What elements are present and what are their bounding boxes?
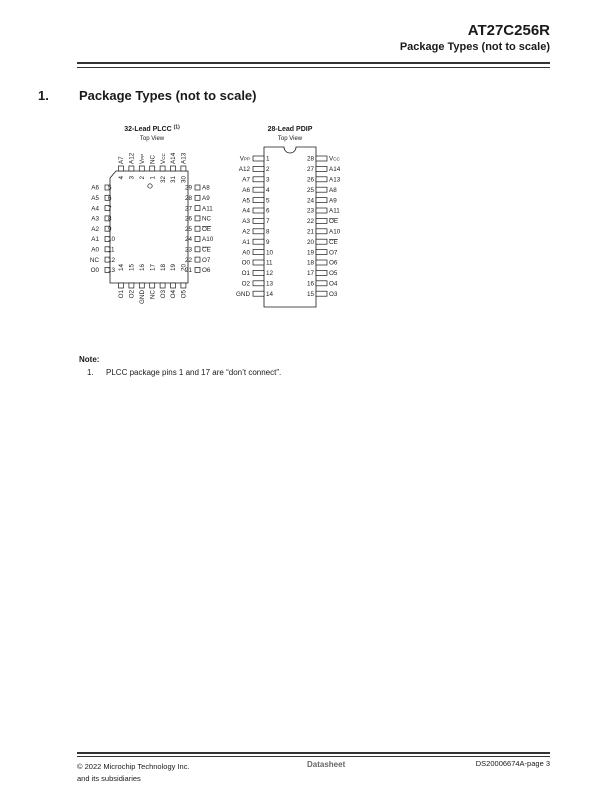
plcc-diagram <box>90 125 214 305</box>
pdip-pin-17-number: 17 <box>306 270 314 278</box>
document-subtitle: Package Types (not to scale) <box>399 41 550 53</box>
plcc-pin-19 <box>171 283 176 288</box>
plcc-title-text: 32-Lead PLCC <box>124 126 172 133</box>
plcc-pin-26-number: 26 <box>184 215 192 223</box>
plcc-pin-13-name: O0 <box>90 267 99 275</box>
plcc-pin-5-number: 5 <box>108 184 112 192</box>
pdip-pin-11-name: O0 <box>241 259 250 267</box>
plcc-pin-7-number: 7 <box>108 205 112 213</box>
plcc-pin-2-name: VPP <box>139 153 146 164</box>
pdip-pin-15 <box>316 291 327 296</box>
plcc-pin-19-number: 19 <box>170 263 178 271</box>
pdip-pin-10 <box>253 250 264 255</box>
pdip-pin-22-name: OE <box>329 218 339 226</box>
plcc-pin-1-name: NC <box>149 154 157 164</box>
plcc-pin-15-number: 15 <box>128 263 136 271</box>
pdip-pin-22-number: 22 <box>306 218 314 226</box>
pdip-pin-20 <box>316 239 327 244</box>
pdip-pin-16-number: 16 <box>306 280 314 288</box>
pdip-pin-25-number: 25 <box>306 186 314 194</box>
plcc-pin-16 <box>139 283 144 288</box>
pdip-pin-9 <box>253 239 264 244</box>
pdip-pin-28 <box>316 156 327 161</box>
plcc-pin-17-number: 17 <box>149 263 157 271</box>
plcc-pin-23-number: 23 <box>184 246 192 254</box>
pdip-pin-18-number: 18 <box>306 259 314 267</box>
pdip-pin-18 <box>316 260 327 265</box>
pdip-pin-8-name: A2 <box>242 228 250 236</box>
plcc-pin-27-name: A11 <box>202 205 213 213</box>
pdip-pin-1-number: 1 <box>266 155 270 163</box>
plcc-pin-8-name: A3 <box>91 215 99 223</box>
footer-rule-bottom <box>77 756 550 757</box>
footer-copyright <box>77 761 190 785</box>
pdip-pin-19-name: O7 <box>329 249 338 257</box>
plcc-pin-25-number: 25 <box>184 225 192 233</box>
plcc-pin-21-name: O6 <box>202 267 211 275</box>
plcc-pin-31-number: 31 <box>170 176 178 184</box>
plcc-pin-4-name: A7 <box>118 156 126 164</box>
plcc-view-label: Top View <box>139 136 165 142</box>
pdip-pin-4-name: A6 <box>242 186 250 194</box>
plcc-pin-3 <box>129 166 134 171</box>
pdip-pin-4-number: 4 <box>266 186 270 194</box>
plcc-pin-24-number: 24 <box>184 236 192 244</box>
pdip-pin-28-name: VCC <box>329 155 340 163</box>
plcc-pin-12-number: 12 <box>108 256 116 264</box>
plcc-pin-32-name: VCC <box>159 153 167 164</box>
pdip-pin-1 <box>253 156 264 161</box>
plcc-pin-8-number: 8 <box>108 215 112 223</box>
pdip-pin-6 <box>253 208 264 213</box>
pdip-pin-26 <box>316 177 327 182</box>
plcc-pin-11-name: A0 <box>91 246 99 254</box>
pdip-pin-16 <box>316 281 327 286</box>
plcc-pin-15 <box>129 283 134 288</box>
plcc-pin-22 <box>195 257 200 262</box>
pdip-pin-19 <box>316 250 327 255</box>
plcc-pin-3-number: 3 <box>128 176 136 180</box>
plcc-pin-6-number: 6 <box>108 195 112 202</box>
plcc-pin-24 <box>195 237 200 242</box>
plcc-pin-22-number: 22 <box>184 256 192 264</box>
plcc-pin-1 <box>150 166 155 171</box>
plcc-pin-19-name: O4 <box>170 290 178 299</box>
pdip-pin-9-name: A1 <box>242 238 250 246</box>
pdip-pin-1-name: VPP <box>239 155 250 163</box>
pdip-view-label: Top View <box>277 136 303 142</box>
plcc-pin-16-name: GND <box>139 290 146 304</box>
pdip-pin-5 <box>253 198 264 203</box>
pdip-pin-23 <box>316 208 327 213</box>
pdip-pin-2-name: A12 <box>238 166 250 174</box>
pdip-pin-25 <box>316 187 327 192</box>
pdip-diagram <box>236 126 341 307</box>
plcc-pin-3-name: A12 <box>128 152 136 164</box>
pdip-pin-21 <box>316 229 327 234</box>
plcc-pin-4-number: 4 <box>118 176 126 180</box>
plcc-pin-5-name: A6 <box>91 184 99 192</box>
plcc-pin-9-name: A2 <box>91 225 99 233</box>
pdip-pin-26-number: 26 <box>306 176 314 184</box>
plcc-pin-29 <box>195 185 200 190</box>
section-title: Package Types (not to scale) <box>79 88 257 103</box>
pdip-pin-3 <box>253 177 264 182</box>
plcc-pin-15-name: O2 <box>128 290 136 299</box>
pdip-pin-25-name: A8 <box>329 186 337 194</box>
plcc-pin-32-number: 32 <box>159 176 167 184</box>
pdip-pin-27 <box>316 166 327 171</box>
pdip-pin-24-name: A9 <box>329 197 337 205</box>
pdip-pin-24 <box>316 198 327 203</box>
pdip-pin-17-name: O5 <box>329 270 338 278</box>
pdip-pin-19-number: 19 <box>306 249 314 257</box>
footer-page-number: DS20006674A-page 3 <box>475 759 550 768</box>
plcc-pin-4 <box>119 166 124 171</box>
plcc-pin-22-name: O7 <box>202 256 211 264</box>
pdip-pin-3-number: 3 <box>266 176 270 184</box>
plcc-pin-25-name: OE <box>202 225 212 233</box>
plcc-pin-20-number: 20 <box>180 263 188 271</box>
plcc-pin-17 <box>150 283 155 288</box>
pdip-pin-14-name: GND <box>236 290 250 298</box>
pdip-pin-12-name: O1 <box>241 270 250 278</box>
plcc-pin-28 <box>195 195 200 200</box>
pdip-pin-17 <box>316 270 327 275</box>
pdip-pin-8 <box>253 229 264 234</box>
pdip-pin-3-name: A7 <box>242 176 250 184</box>
plcc-pin-21-number: 21 <box>184 267 192 275</box>
pdip-title: 28-Lead PDIP <box>267 126 313 133</box>
plcc-pin-26 <box>195 216 200 221</box>
plcc-pin-23 <box>195 247 200 252</box>
pdip-pin-8-number: 8 <box>266 228 270 236</box>
pdip-pin-5-number: 5 <box>266 197 270 205</box>
plcc-pin-32 <box>160 166 165 171</box>
plcc-title-ref: (1) <box>173 124 180 131</box>
plcc-pin-2 <box>139 166 144 171</box>
plcc-pin-14-number: 14 <box>118 263 126 271</box>
package-diagrams <box>0 0 612 340</box>
footer-rule-top <box>77 752 550 754</box>
pdip-pin-14-number: 14 <box>266 290 274 298</box>
pdip-pin-5-name: A5 <box>242 197 250 205</box>
pdip-pin-10-number: 10 <box>266 249 274 257</box>
note-number: 1. <box>87 368 94 377</box>
pdip-pin-15-name: O3 <box>329 290 338 298</box>
pdip-pin-9-number: 9 <box>266 238 270 246</box>
plcc-pin-20-name: O5 <box>180 290 188 299</box>
footer-copyright-line2: and its subsidiaries <box>77 774 141 783</box>
note-text: PLCC package pins 1 and 17 are “don’t connect”. <box>106 368 282 377</box>
pdip-pin-26-name: A13 <box>329 176 341 184</box>
pdip-pin-2 <box>253 166 264 171</box>
plcc-pin-26-name: NC <box>202 215 212 223</box>
plcc-pin-27-number: 27 <box>184 205 192 213</box>
note-label: Note: <box>79 355 100 364</box>
pdip-pin-24-number: 24 <box>306 197 314 205</box>
pdip-pin-7-number: 7 <box>266 218 270 226</box>
pdip-pin-21-number: 21 <box>306 228 314 236</box>
plcc-pin-17-name: NC <box>149 290 157 300</box>
footer-doc-type: Datasheet <box>307 760 346 769</box>
plcc-pin-18-name: O3 <box>159 290 167 299</box>
plcc-pin-10-name: A1 <box>91 236 99 244</box>
pdip-pin-27-name: A14 <box>329 166 341 174</box>
plcc-pin-10-number: 10 <box>108 236 116 244</box>
plcc-pin-30 <box>181 166 186 171</box>
plcc-pin-20 <box>181 283 186 288</box>
plcc-pin-18-number: 18 <box>159 263 167 271</box>
plcc-pin-11-number: 11 <box>108 246 115 254</box>
plcc-pin-21 <box>195 267 200 272</box>
plcc-pin-13-number: 13 <box>108 267 116 275</box>
pdip-pin-6-number: 6 <box>266 207 270 215</box>
pdip-pin-13 <box>253 281 264 286</box>
plcc-pin-23-name: CE <box>202 246 211 254</box>
plcc-pin-9-number: 9 <box>108 225 112 233</box>
plcc-pin-14-name: O1 <box>118 290 126 299</box>
pdip-pin-21-name: A10 <box>329 228 341 236</box>
pdip-pin-18-name: O6 <box>329 259 338 267</box>
pdip-pin-13-name: O2 <box>241 280 250 288</box>
plcc-pin-30-number: 30 <box>180 176 188 184</box>
pdip-pin-23-number: 23 <box>306 207 314 215</box>
plcc-pin-31-name: A14 <box>170 152 178 164</box>
pdip-pin-12-number: 12 <box>266 270 274 278</box>
plcc-pin-16-number: 16 <box>139 263 146 271</box>
plcc-pin-28-number: 28 <box>184 195 192 202</box>
pdip-pin-16-name: O4 <box>329 280 338 288</box>
pdip-pin-20-name: CE <box>329 238 338 246</box>
document-title: AT27C256R <box>467 22 550 39</box>
pdip-pin-4 <box>253 187 264 192</box>
pdip-pin-11-number: 11 <box>266 259 273 267</box>
plcc-pin-6-name: A5 <box>91 195 99 202</box>
plcc-pin-7-name: A4 <box>91 205 99 213</box>
pdip-pin-7 <box>253 218 264 223</box>
plcc-title <box>124 125 180 134</box>
plcc-pin-28-name: A9 <box>202 195 210 202</box>
plcc-pin-1-number: 1 <box>149 176 157 180</box>
plcc-pin-24-name: A10 <box>202 236 214 244</box>
pdip-pin-14 <box>253 291 264 296</box>
plcc-pin-30-name: A13 <box>180 152 188 164</box>
pdip-pin-2-number: 2 <box>266 166 270 174</box>
pdip-pin-12 <box>253 270 264 275</box>
plcc-pin-29-number: 29 <box>184 184 192 192</box>
section-number: 1. <box>38 88 49 103</box>
plcc-pin-27 <box>195 206 200 211</box>
plcc-pin-14 <box>119 283 124 288</box>
plcc-pin-29-name: A8 <box>202 184 210 192</box>
pdip-pin-27-number: 27 <box>306 166 314 174</box>
plcc-pin-12-name: NC <box>89 256 99 264</box>
footer-copyright-line1: © 2022 Microchip Technology Inc. <box>77 762 190 771</box>
pdip-pin-6-name: A4 <box>242 207 250 215</box>
plcc-pin-18 <box>160 283 165 288</box>
pdip-pin-10-name: A0 <box>242 249 250 257</box>
pdip-pin-7-name: A3 <box>242 218 250 226</box>
plcc-pin-2-number: 2 <box>139 176 146 180</box>
pdip-pin-20-number: 20 <box>306 238 314 246</box>
plcc-pin-25 <box>195 226 200 231</box>
pdip-pin-15-number: 15 <box>306 290 314 298</box>
pdip-pin-28-number: 28 <box>306 155 314 163</box>
pdip-pin-23-name: A11 <box>329 207 340 215</box>
pdip-pin-13-number: 13 <box>266 280 274 288</box>
plcc-pin-31 <box>171 166 176 171</box>
pdip-pin-11 <box>253 260 264 265</box>
pdip-pin-22 <box>316 218 327 223</box>
